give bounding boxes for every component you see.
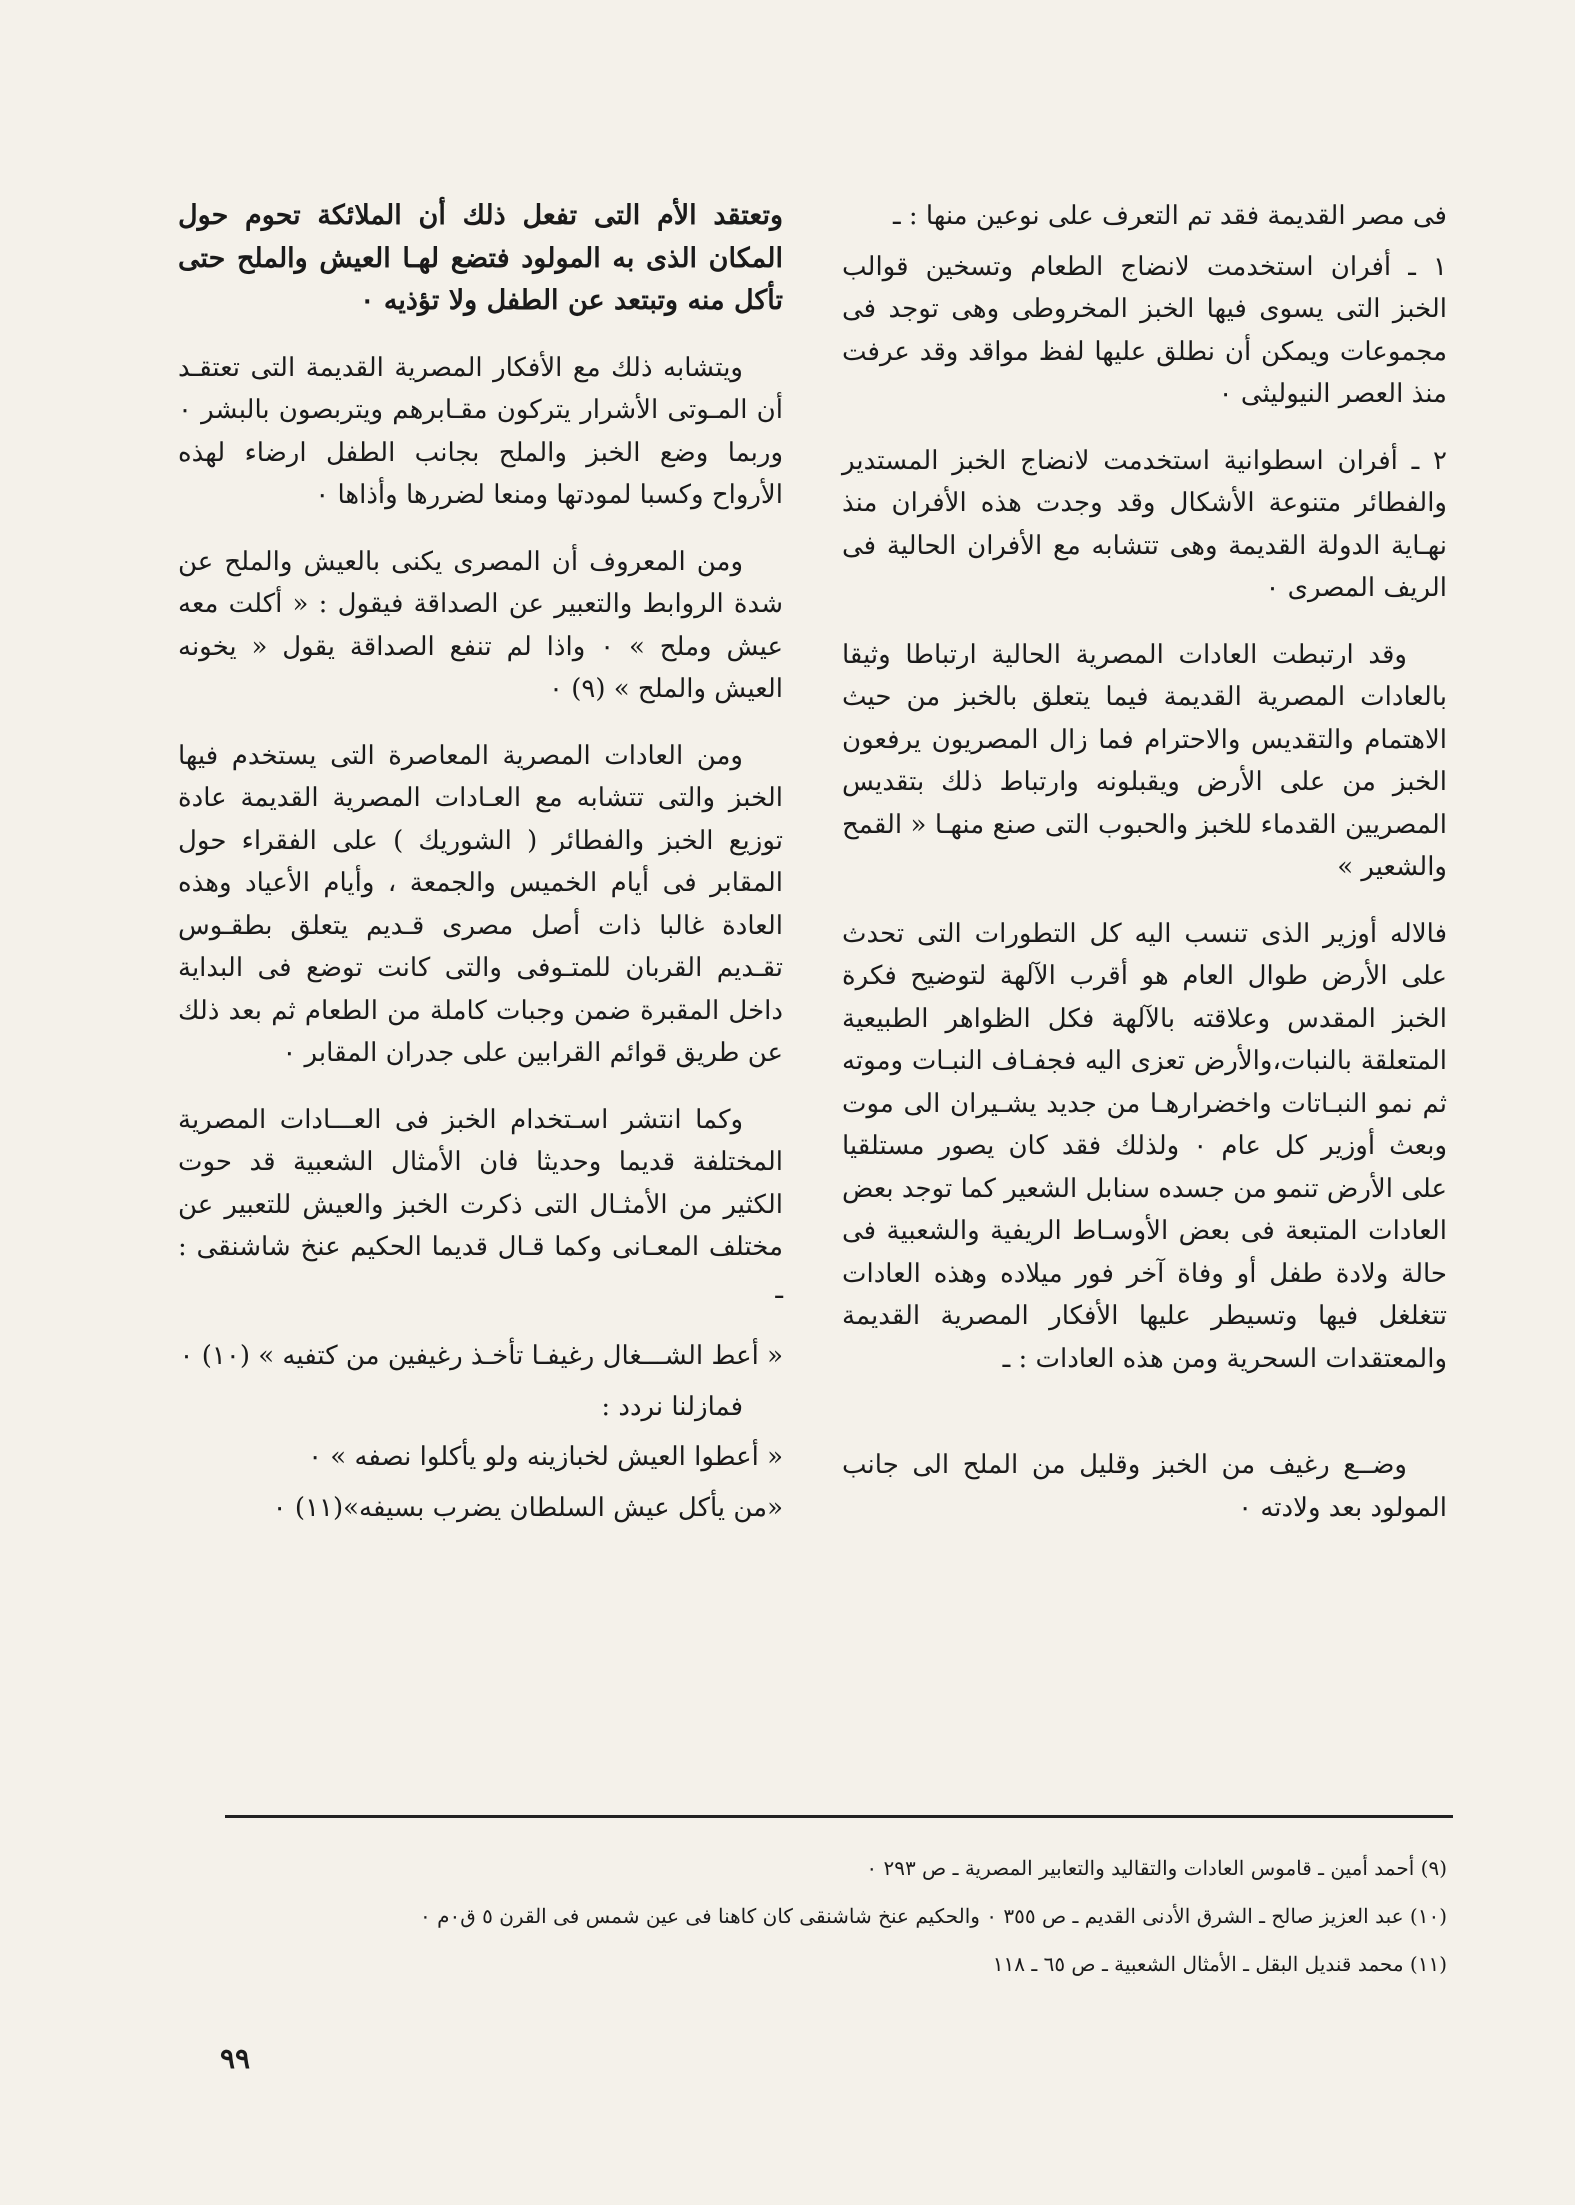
page-number: ٩٩ [220,2042,251,2075]
paragraph: ويتشابه ذلك مع الأفكار المصرية القديمة التى تعتقـد أن المـوتى الأشرار يتركون مقـابرهم ويتربصون بالبشر ٠ وربما وضع الخبز والملح بجانب الطفل ارضاء لهذه الأرواح وكسبا لمودتها ومنعا لضررها وأذاها ٠ [178,352,783,510]
footnote: (١١) محمد قنديل البقل ـ الأمثال الشعبية ـ ص ٦٥ ـ ١١٨ [992,1952,1447,1976]
quote: «من يأكل عيش السلطان يضرب بسيفه»(١١) ٠ [272,1492,783,1523]
bold-paragraph: وتعتقد الأم التى تفعل ذلك أن الملائكة تحوم حول المكان الذى به المولود فتضع لهـا العيش والملح حتى تأكل منه وتبتعد عن الطفل ولا تؤذيه ٠ [178,200,783,316]
quote: « أعط الشـــغال رغيفـا تأخـذ رغيفين من كتفيه » (١٠) ٠ [179,1341,783,1371]
left-text-column [178,195,783,1537]
paragraph: ٢ ـ أفران اسطوانية استخدمت لانضاج الخبز المستدير والفطائر متنوعة الأشكال وقد وجدت هذه الأفران منذ نهـاية الدولة القديمة وهى تتشابه مع الأفران الحالية فى الريف المصرى ٠ [842,445,1447,603]
paragraph: ١ ـ أفران استخدمت لانضاج الطعام وتسخين قوالب الخبز التى يسوى فيها الخبز المخروطى وهى توجد فى مجموعات ويمكن أن نطلق عليها لفظ مواقد وقد عرفت منذ العصر النيوليثى ٠ [842,251,1447,409]
paragraph: فى مصر القديمة فقد تم التعرف على نوعين منها : ـ [893,201,1447,231]
quote: « أعطوا العيش لخبازينه ولو يأكلوا نصفه » ٠ [308,1442,783,1472]
paragraph: وقد ارتبطت العادات المصرية الحالية ارتباطا وثيقا بالعادات المصرية القديمة فيما يتعلق بالخبز من حيث الاهتمام والتقديس والاحترام فما زال المصريون يرفعون الخبز من على الأرض ويقبلونه وارتباط ذلك بتقديس المصريين القدماء للخبز والحبوب التى صنع منهـا « القمح والشعير » [842,639,1447,882]
paragraph: فمازلنا نردد : [601,1391,743,1422]
paragraph: فالاله أوزير الذى تنسب اليه كل التطورات التى تحدث على الأرض طوال العام هو أقرب الآلهة لتوضيح فكرة الخبز المقدس وعلاقته بالآلهة فكل الظواهر الطبيعية المتعلقة بالنبات،والأرض تعزى اليه فجفـاف النبـات وموته ثم نمو النبـاتات واخضرارهـا من جديد يشـيران الى موت وبعث أوزير كل عام ٠ ولذلك فقد كان يصور مستلقيا على الأرض تنمو من جسده سنابل الشعير كما توجد بعض العادات المتبعة فى بعض الأوسـاط الريفية والشعبية فى حالة ولادة طفل أو وفاة آخر فور ميلاده وهذه العادات تتغلغل فيها وتسيطر عليها الأفكار المصرية القديمة والمعتقدات السحرية ومن هذه العادات : ـ [842,918,1447,1374]
right-text-column [842,195,1447,1553]
footnotes [227,1850,1447,1994]
footnote: (١٠) عبد العزيز صالح ـ الشرق الأدنى القديم ـ ص ٣٥٥ ٠ والحكيم عنخ شاشنقى كان كاهنا فى عين شمس فى القرن ٥ ق٠م ٠ [420,1904,1447,1928]
footnote-divider [225,1815,1453,1818]
paragraph: وكما انتشر اسـتخدام الخبز فى العـــادات المصرية المختلفة قديما وحديثا فان الأمثال الشعبية قد حوت الكثير من الأمثـال التى ذكرت الخبز والعيش للتعبير عن مختلف المعـانى وكما قـال قديما الحكيم عنخ شاشنقى : ـ [178,1104,783,1305]
paragraph: ومن العادات المصرية المعاصرة التى يستخدم فيها الخبز والتى تتشابه مع العـادات المصرية القديمة عادة توزيع الخبز والفطائر ( الشوريك ) على الفقراء حول المقابر فى أيام الخميس والجمعة ، وأيام الأعياد وهذه العادة غالبا ذات أصل مصرى قـديم يتعلق بطقـوس تقـديم القربان للمتـوفى والتى كانت توضع فى البداية داخل المقبرة ضمن وجبات كاملة من الطعام ثم بعد ذلك عن طريق قوائم القرابين على جدران المقابر ٠ [178,740,783,1068]
footnote: (٩) أحمد أمين ـ قاموس العادات والتقاليد والتعابير المصرية ـ ص ٢٩٣ ٠ [866,1856,1447,1880]
paragraph: وضــع رغيف من الخبز وقليل من الملح الى جانب المولود بعد ولادته ٠ [842,1450,1447,1523]
paragraph: ومن المعروف أن المصرى يكنى بالعيش والملح عن شدة الروابط والتعبير عن الصداقة فيقول : « أكلت معه عيش وملح » ٠ واذا لم تنفع الصداقة يقول « يخونه العيش والملح » (٩) ٠ [178,546,783,704]
